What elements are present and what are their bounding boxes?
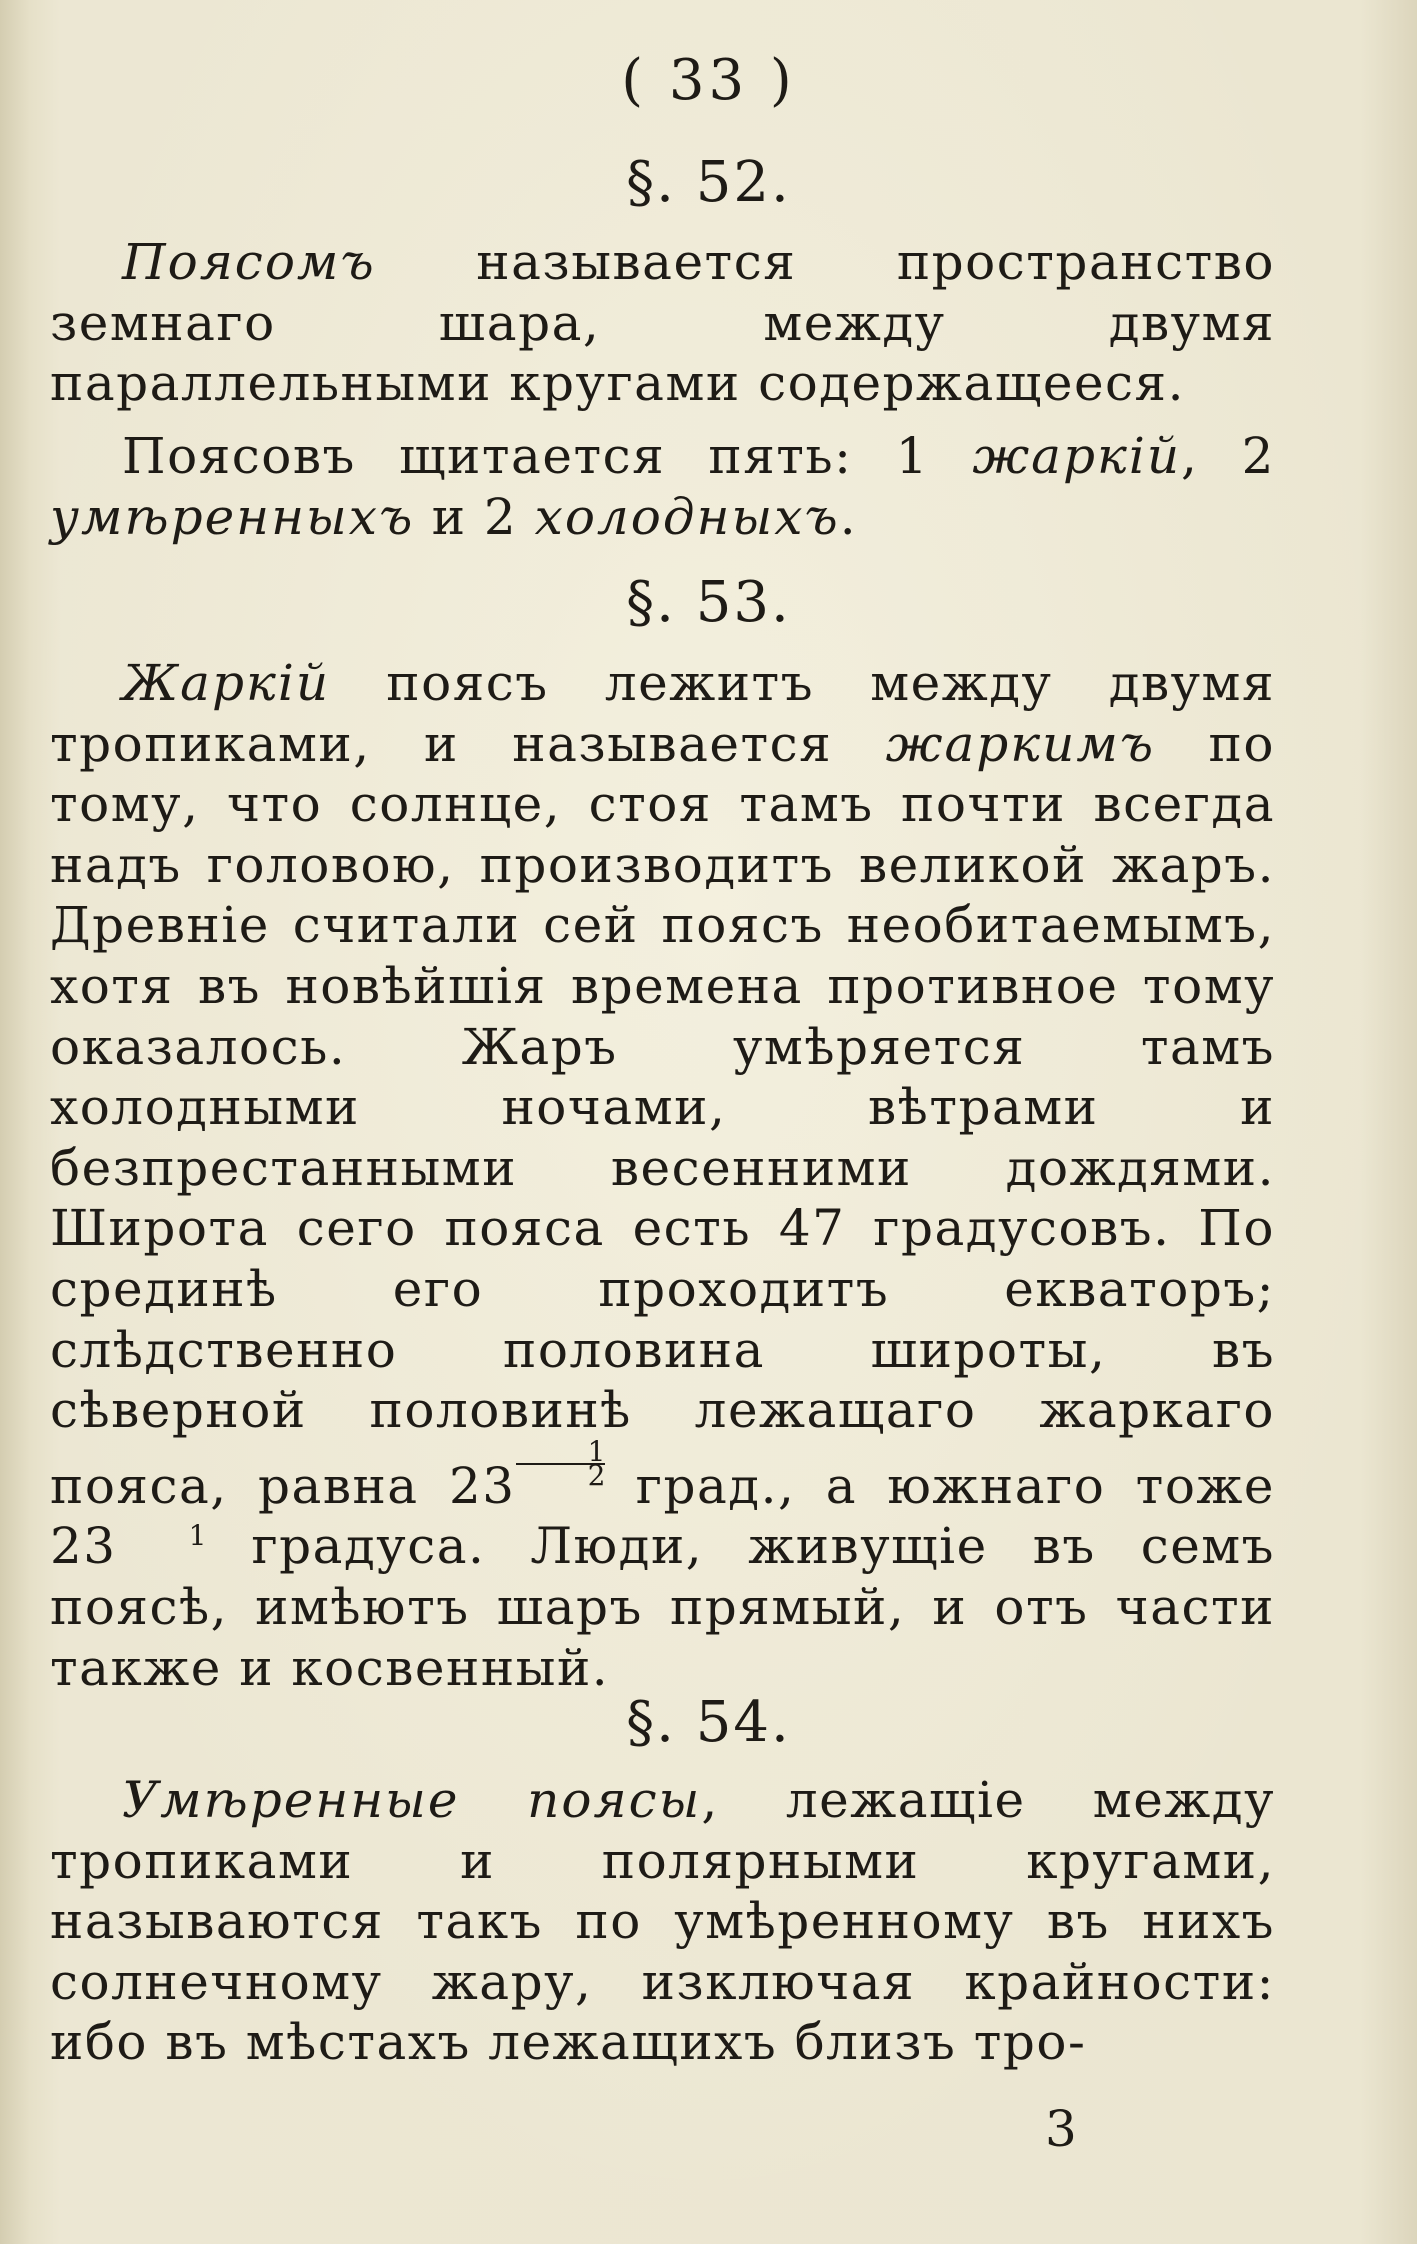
signature-mark: 3: [1045, 2100, 1077, 2158]
italic-term: жаркимъ: [885, 714, 1156, 773]
defined-term: Жаркій: [122, 654, 331, 712]
fraction-one-half: [516, 1434, 606, 1492]
paragraph-text: градуса. Люди, живущіе въ семъ поясѣ, имѣютъ шаръ прямый, и отъ части также и косвенный.: [50, 1517, 1275, 1697]
italic-term: холодныхъ: [534, 487, 840, 546]
paragraph-52-definition: [50, 232, 1275, 414]
paragraph-text: по тому, что солнце, стоя тамъ почти всегда надъ головою, производитъ великой жаръ. Древніе считали сей поясъ необитаемымъ, хотя въ новѣйшія времена противное тому оказалось. Жаръ умѣряется тамъ холодными ночами, вѣтрами и безпрестанными весенними дождями. Широта сего пояса есть 47 градусовъ. По срединѣ его проходитъ екваторъ; слѣдственно половина широты, въ сѣверной половинѣ лежащаго жаркаго пояса, равна 23: [50, 714, 1275, 1515]
paragraph-text: град., а южнаго тоже 23: [50, 1456, 1276, 1576]
section-heading-52: §. 52.: [626, 150, 791, 215]
italic-term: умѣренныхъ: [50, 487, 415, 546]
fraction-denominator: 2: [587, 1458, 606, 1492]
section-heading-54: §. 54.: [626, 1690, 791, 1755]
defined-term: Умѣренные поясы: [122, 1771, 702, 1829]
defined-term: Поясомъ: [122, 233, 376, 291]
paragraph-53: [50, 653, 1275, 1698]
paragraph-text: называется пространство земнаго шара, между двумя параллельными кругами содержащееся.: [50, 233, 1275, 413]
italic-term: жаркій: [972, 427, 1182, 485]
paragraph-52-count: [50, 426, 1275, 547]
paragraph-text: Поясовъ щитается пять: 1: [122, 427, 973, 485]
fraction-numerator: 1: [516, 1441, 606, 1465]
paragraph-text: , 2: [1181, 427, 1275, 485]
fraction-superscript: [117, 1519, 207, 1553]
paragraph-text: , лежащіе между тропиками и полярными кругами, называются такъ по умѣренному въ нихъ солнечному жару, изключая крайности: ибо въ мѣстахъ лежащихъ близъ тро-: [50, 1771, 1275, 2072]
fraction-numerator: 1: [188, 1519, 207, 1553]
paragraph-text: .: [839, 487, 858, 546]
page-number: ( 33 ): [621, 48, 796, 113]
paragraph-text: и 2: [414, 487, 535, 546]
paragraph-text: поясъ лежитъ между двумя тропиками, и называется: [50, 654, 1275, 773]
section-heading-53: §. 53.: [626, 570, 791, 635]
paragraph-54: [50, 1770, 1275, 2073]
